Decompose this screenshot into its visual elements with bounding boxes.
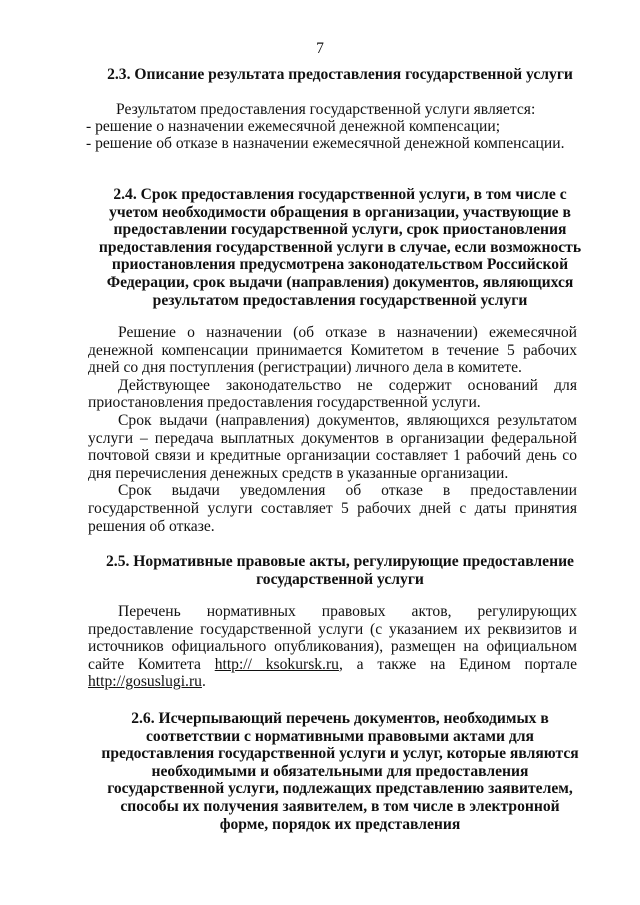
paragraph: Решение о назначении (об отказе в назначении) ежемесячной денежной компенсации принимается Комитетом в течение 5 рабочих дней со дня поступления (регистрации) личного дела в комитете. xyxy=(88,324,577,377)
section-2-5-body xyxy=(88,603,577,691)
paragraph-text: . xyxy=(201,673,206,691)
section-2-3-intro: Результатом предоставления государственной услуги является: xyxy=(116,101,536,118)
section-2-6-heading: 2.6. Исчерпывающий перечень документов, необходимых в соответствии с нормативными правовыми актами для предоставления государственной услуги и услуг, которые являются необходимыми и обязательными для предоставления государственной услуги, подлежащих представлению заявителем, способы их получения заявителем, в том числе в электронной форме, порядок их представления xyxy=(101,710,579,833)
ksokursk-link[interactable]: http:// ksokursk.ru xyxy=(214,655,339,673)
paragraph: Срок выдачи (направления) документов, являющихся результатом услуги – передача выплатных документов в организации федеральной почтовой связи и кредитные организации составляет 1 рабочий день со дня перечисления денежных средств в указанные организации. xyxy=(88,411,577,482)
paragraph-text: , а также на Едином портале xyxy=(338,655,577,673)
section-2-4-heading: 2.4. Срок предоставления государственной услуги, в том числе с учетом необходимости обращения в организации, участвующие в предоставлении государственной услуги, срок приостановления предоставления государственной услуги в случае, если возможность приостановления предусмотрена законодательством Российской Федерации, срок выдачи (направления) документов, являющихся результатом предоставления государственной услуги xyxy=(98,186,582,309)
paragraph: Действующее законодательство не содержит оснований для приостановления предоставления государственной услуги. xyxy=(88,376,577,412)
section-2-4-body xyxy=(88,324,577,535)
paragraph-text: Перечень нормативных правовых актов, регулирующих предоставление государственной услуги (с указанием их реквизитов и источников официального опубликования), размещен на официальном сайте Комитета xyxy=(88,603,577,673)
paragraph xyxy=(88,603,577,691)
page-number: 7 xyxy=(316,40,324,57)
list-item: - решение об отказе в назначении ежемесячной денежной компенсации. xyxy=(86,135,565,152)
section-2-5-heading: 2.5. Нормативные правовые акты, регулирующие предоставление государственной услуги xyxy=(106,553,574,588)
section-2-3-heading: 2.3. Описание результата предоставления государственной услуги xyxy=(107,66,573,83)
paragraph: Срок выдачи уведомления об отказе в предоставлении государственной услуги составляет 5 рабочих дней с даты принятия решения об отказе. xyxy=(88,482,577,535)
list-item: - решение о назначении ежемесячной денежной компенсации; xyxy=(86,118,501,135)
gosuslugi-link[interactable]: http://gosuslugi.ru xyxy=(88,673,202,691)
